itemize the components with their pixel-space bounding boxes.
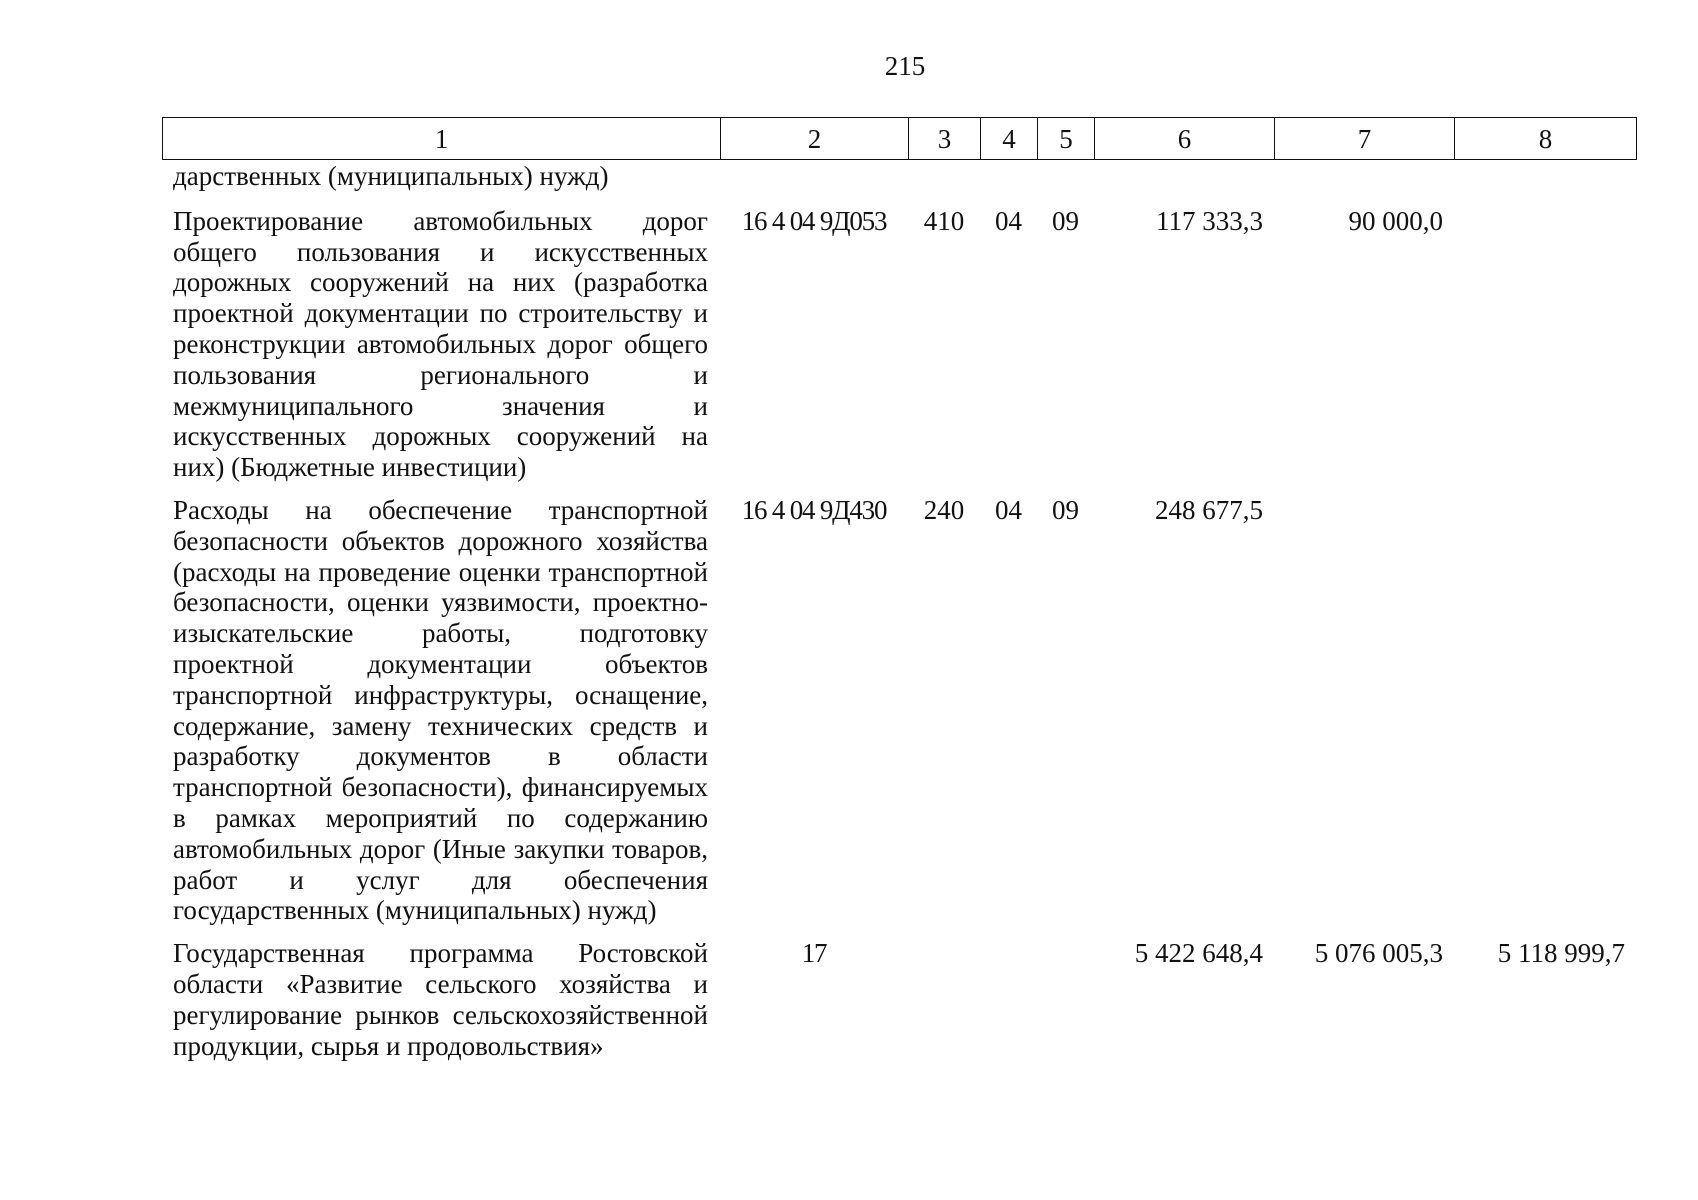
row-section: 04	[995, 205, 1022, 236]
row-expense-type: 240	[923, 494, 965, 525]
row-expense-type	[908, 938, 980, 1061]
row-amount-col8	[1454, 206, 1636, 495]
table-row	[162, 938, 1636, 1061]
row-amount-col7: 90 000,0	[1348, 205, 1443, 236]
row-amount-col8	[1454, 495, 1636, 938]
table-row	[162, 495, 1636, 938]
row-subsection	[1037, 161, 1094, 206]
row-expense-type: 410	[923, 205, 965, 236]
row-target-code	[720, 161, 908, 206]
row-description: Проектирование автомобильных дорог общего пользования и искусственных дорожных сооружений на них (разработка проектной документации по строительству и реконструкции автомобильных дорог общего пользования регионального и межмуниципального значения и искусственных дорожных сооружений на них) (Бюджетные инвестиции)	[173, 205, 708, 483]
row-amount-col7: 5 076 005,3	[1314, 938, 1443, 969]
table-header	[162, 117, 1637, 160]
column-header-2: 2	[721, 118, 909, 160]
column-header-1: 1	[163, 118, 721, 160]
row-description: Государственная программа Ростовской области «Развитие сельского хозяйства и регулирование рынков сельскохозяйственной продукции, сырья и продовольствия»	[173, 938, 708, 1061]
row-section: 04	[995, 494, 1022, 525]
row-amount-col6: 248 677,5	[1155, 494, 1263, 525]
row-amount-col7	[1274, 161, 1454, 206]
row-description: Расходы на обеспечение транспортной безопасности объектов дорожного хозяйства (расходы на проведение оценки транспортной безопасности, оценки уязвимости, проектно-изыскательские работы, подготовку проектной документации объектов транспортной инфраструктуры, оснащение, содержание, замену технических средств и разработку документов в области транспортной безопасности), финансируемых в рамках мероприятий по содержанию автомобильных дорог (Иные закупки товаров, работ и услуг для обеспечения государственных (муниципальных) нужд)	[173, 494, 708, 926]
row-amount-col8: 5 118 999,7	[1497, 938, 1625, 969]
header-row	[163, 118, 1637, 160]
row-subsection	[1037, 938, 1094, 1061]
column-header-7: 7	[1275, 118, 1455, 160]
row-amount-col6	[1094, 161, 1274, 206]
row-amount-col6: 117 333,3	[1156, 205, 1263, 236]
table-row	[162, 206, 1636, 495]
row-subsection: 09	[1052, 494, 1079, 525]
row-description: дарственных (муниципальных) нужд)	[173, 161, 609, 191]
column-header-6: 6	[1095, 118, 1275, 160]
row-target-code: 17	[801, 938, 827, 969]
page-number: 215	[884, 51, 926, 81]
row-amount-col7	[1274, 495, 1454, 938]
budget-table	[162, 161, 1636, 1061]
row-target-code: 16 4 04 9Д053	[741, 205, 887, 236]
row-subsection: 09	[1052, 205, 1079, 236]
row-target-code: 16 4 04 9Д430	[741, 494, 887, 525]
row-amount-col6: 5 422 648,4	[1134, 938, 1263, 969]
column-header-4: 4	[981, 118, 1038, 160]
column-header-8: 8	[1455, 118, 1637, 160]
row-section	[980, 161, 1037, 206]
row-expense-type	[908, 161, 980, 206]
row-section	[980, 938, 1037, 1061]
column-header-5: 5	[1038, 118, 1095, 160]
row-amount-col8	[1454, 161, 1636, 206]
column-header-3: 3	[909, 118, 981, 160]
table-row	[162, 161, 1636, 206]
